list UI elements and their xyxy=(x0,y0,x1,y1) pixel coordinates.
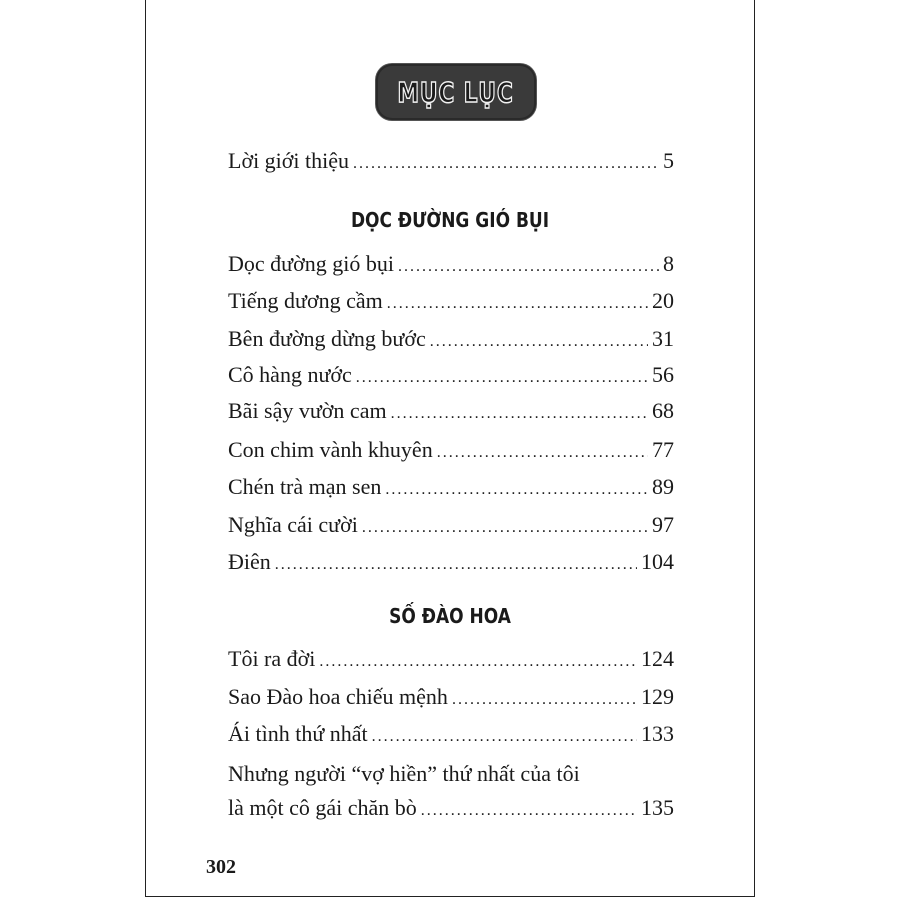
toc-entry xyxy=(228,437,674,466)
dot-leader xyxy=(430,329,648,355)
toc-entry-page: 129 xyxy=(641,684,674,709)
toc-entry-page: 77 xyxy=(652,437,674,462)
toc-entry-page: 89 xyxy=(652,474,674,499)
toc-title: MỤC LỤC xyxy=(397,75,515,109)
toc-entry xyxy=(228,684,674,713)
toc-entry-page: 31 xyxy=(652,326,674,351)
toc-entry xyxy=(228,474,674,503)
toc-entry xyxy=(228,512,674,541)
dot-leader xyxy=(353,151,659,177)
toc-entry-page: 133 xyxy=(641,721,674,746)
toc-entry-page: 124 xyxy=(641,646,674,671)
toc-entry-label: Sao Đào hoa chiếu mệnh xyxy=(228,684,448,709)
dot-leader xyxy=(421,798,637,824)
toc-entry-label: Lời giới thiệu xyxy=(228,148,350,173)
dot-leader xyxy=(319,649,637,675)
toc-entry-page: 68 xyxy=(652,398,674,423)
toc-entry-label: Chén trà mạn sen xyxy=(228,474,382,499)
toc-entry-label: là một cô gái chăn bò xyxy=(228,795,417,820)
toc-entry-label: Dọc đường gió bụi xyxy=(228,251,394,276)
toc-entry-label: Điên xyxy=(228,549,271,574)
toc-entry-page: 97 xyxy=(652,512,674,537)
toc-entry-label: Tôi ra đời xyxy=(228,646,316,671)
toc-entry xyxy=(228,398,674,427)
dot-leader xyxy=(362,515,648,541)
toc-entry xyxy=(228,251,674,280)
toc-entry xyxy=(228,795,674,824)
toc-entry-label: Ái tình thứ nhất xyxy=(228,721,368,746)
book-page xyxy=(145,0,755,897)
toc-entry xyxy=(228,326,674,355)
dot-leader xyxy=(452,687,637,713)
toc-entry-page: 135 xyxy=(641,795,674,820)
toc-entry-page: 8 xyxy=(663,251,674,276)
dot-leader xyxy=(437,440,648,466)
toc-entry-label: Con chim vành khuyên xyxy=(228,437,433,462)
toc-entry xyxy=(228,549,674,578)
toc-entry xyxy=(228,288,674,317)
toc-entry-label-line1: Nhưng người “vợ hiền” thứ nhất của tôi xyxy=(228,761,580,786)
section-heading: SỐ ĐÀO HOA xyxy=(389,604,511,628)
toc-entry xyxy=(228,721,674,750)
toc-entry xyxy=(228,646,674,675)
toc-entry-label: Nghĩa cái cười xyxy=(228,512,358,537)
toc-entry-page: 5 xyxy=(663,148,674,173)
toc-entry-label: Bên đường dừng bước xyxy=(228,326,426,351)
toc-entry-label: Bãi sậy vườn cam xyxy=(228,398,387,423)
toc-entry-label: Tiếng dương cầm xyxy=(228,288,383,313)
page-number: 302 xyxy=(206,856,236,878)
dot-leader xyxy=(275,552,637,578)
dot-leader xyxy=(391,401,648,427)
dot-leader xyxy=(385,477,648,503)
dot-leader xyxy=(356,365,648,391)
toc-entry-page: 20 xyxy=(652,288,674,313)
toc-entry xyxy=(228,362,674,391)
dot-leader xyxy=(398,254,659,280)
dot-leader xyxy=(387,291,648,317)
toc-entry-label: Cô hàng nước xyxy=(228,362,352,387)
dot-leader xyxy=(372,724,637,750)
toc-title-badge xyxy=(376,64,536,120)
section-heading: DỌC ĐƯỜNG GIÓ BỤI xyxy=(350,208,550,232)
toc-entry-page: 104 xyxy=(641,549,674,574)
toc-entry xyxy=(228,148,674,177)
toc-entry-page: 56 xyxy=(652,362,674,387)
